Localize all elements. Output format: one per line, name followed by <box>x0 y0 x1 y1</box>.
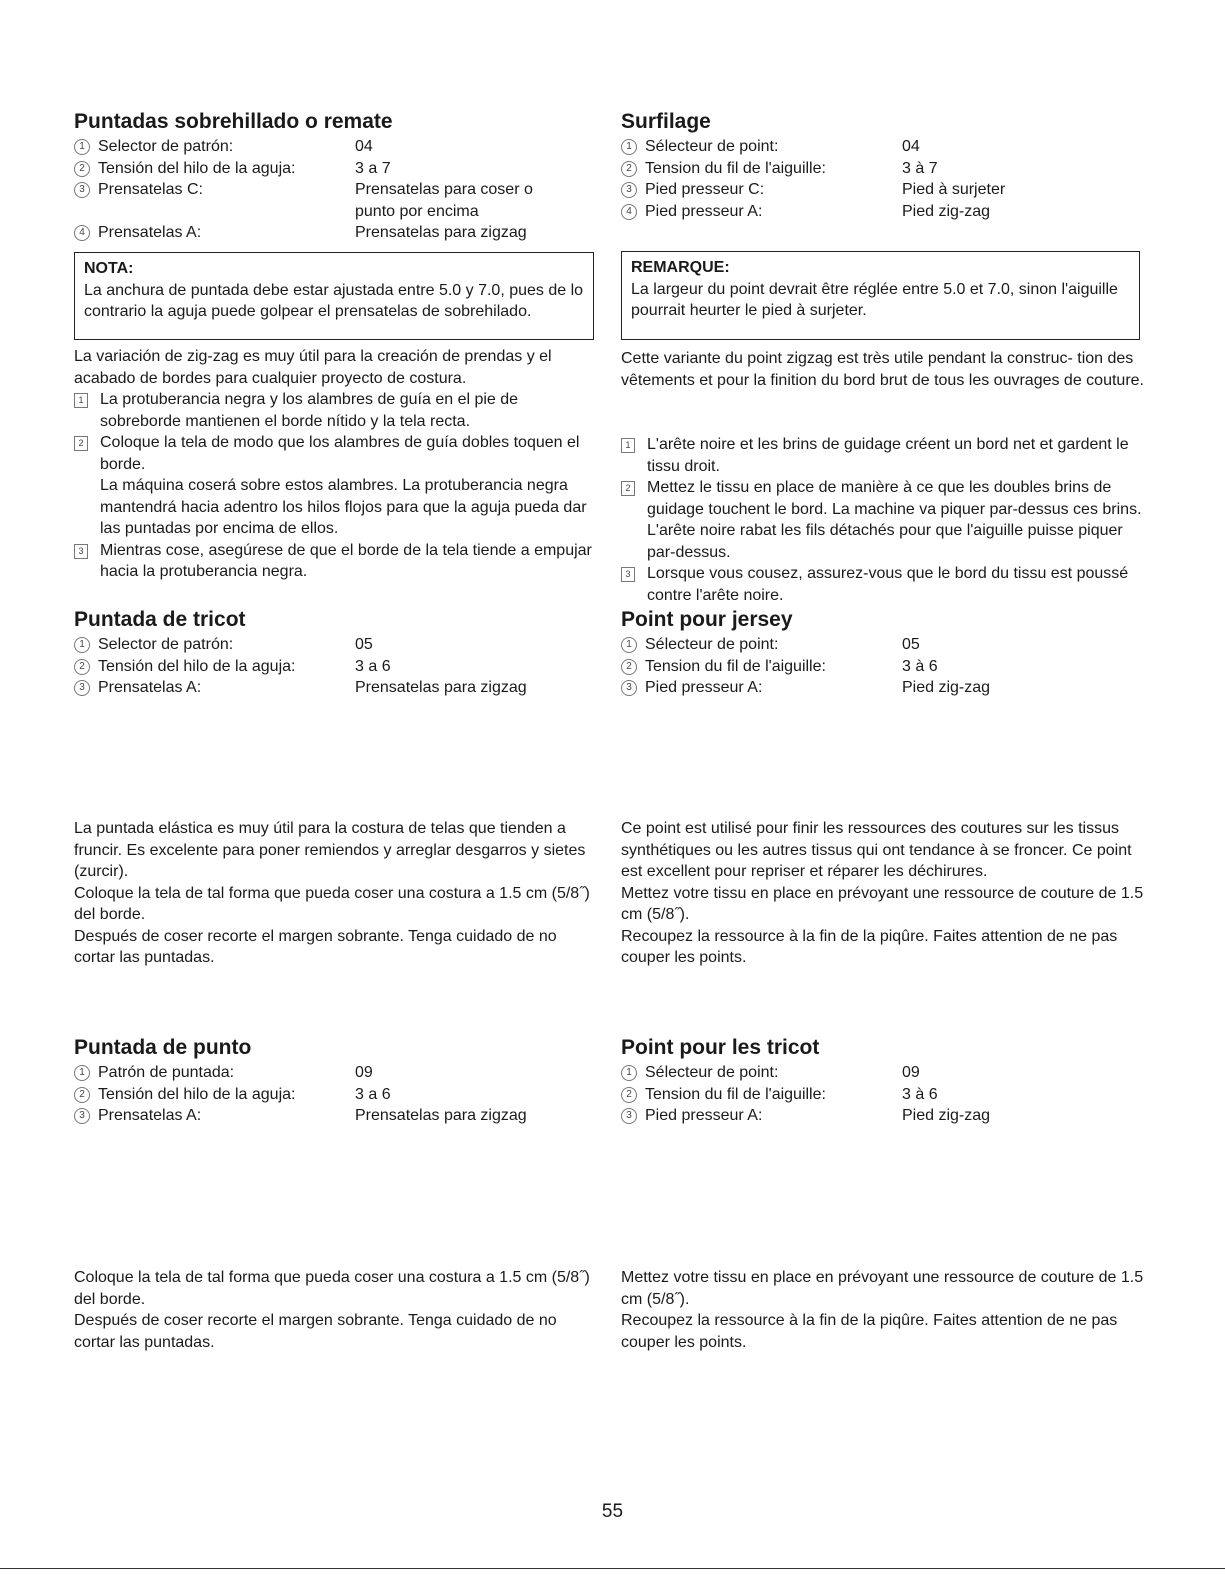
step-text: L'arête noire et les brins de guidage créent un bord net et gardent le tissu droit. <box>647 436 1129 475</box>
step-text: Coloque la tela de modo que los alambres de guía dobles toquen el borde. <box>100 434 580 473</box>
setting-value: 3 a 6 <box>355 657 391 675</box>
setting-label: Tension du fil de l'aiguille: <box>645 657 826 675</box>
circled-number-icon: 2 <box>74 161 90 177</box>
knit-fr-section <box>621 1034 1146 1127</box>
circled-number-icon: 1 <box>621 139 637 155</box>
setting-row <box>621 1084 1146 1106</box>
step-item <box>74 432 594 540</box>
setting-row <box>621 677 1146 699</box>
step-item <box>621 477 1146 563</box>
step-number-icon: 2 <box>621 481 635 496</box>
setting-label: Prensatelas C: <box>98 181 203 198</box>
setting-row <box>621 136 1146 158</box>
setting-label: Prensatelas A: <box>98 679 202 696</box>
step-item <box>74 389 594 432</box>
setting-row <box>621 656 1146 678</box>
setting-value: Prensatelas para coser o punto por encima <box>355 181 533 220</box>
note-title: REMARQUE: <box>631 259 730 276</box>
bottom-rule <box>0 1568 1225 1569</box>
settings-list <box>621 634 1146 699</box>
tricot-fr-section <box>621 606 1146 699</box>
step-number-icon: 1 <box>621 438 635 453</box>
overlock-fr-steps <box>621 434 1146 606</box>
setting-value: Prensatelas para zigzag <box>355 679 527 696</box>
circled-number-icon: 2 <box>621 1087 637 1103</box>
section-title: Point pour les tricot <box>621 1036 820 1059</box>
circled-number-icon: 3 <box>621 680 637 696</box>
setting-row <box>74 677 594 699</box>
setting-row <box>621 1105 1146 1127</box>
setting-row <box>621 179 1146 201</box>
settings-list <box>621 136 1146 222</box>
setting-label: Pied presseur A: <box>645 1107 763 1124</box>
setting-value: 3 à 6 <box>902 657 938 675</box>
body-paragraph: La puntada elástica es muy útil para la costura de telas que tienden a fruncir. Es excelente para poner remiendos y arreglar desgarros y sietes (zurcir). <box>74 820 586 880</box>
circled-number-icon: 2 <box>621 161 637 177</box>
steps-list <box>621 434 1146 606</box>
body-paragraph: Coloque la tela de tal forma que pueda coser una costura a 1.5 cm (5/8˝) del borde. <box>74 1269 590 1308</box>
setting-value: 05 <box>902 636 920 653</box>
step-number-icon: 2 <box>74 436 88 451</box>
setting-label: Sélecteur de point: <box>645 1064 779 1081</box>
setting-value: 09 <box>355 1064 373 1081</box>
body-paragraph: Ce point est utilisé pour finir les ressources des coutures sur les tissus synthétiques ou les autres tissus qui ont tendance à se froncer. Ce point est excellent pour repriser et réparer les déchirures. <box>621 820 1132 880</box>
step-text: Lorsque vous cousez, assurez-vous que le bord du tissu est poussé contre l'arête noire. <box>647 565 1129 604</box>
note-box-fr <box>621 251 1140 340</box>
setting-value: Pied à surjeter <box>902 181 1006 198</box>
setting-row <box>74 158 594 180</box>
setting-value: 3 à 7 <box>902 159 938 177</box>
body-paragraph: Coloque la tela de tal forma que pueda coser una costura a 1.5 cm (5/8˝) del borde. <box>74 884 590 923</box>
setting-label: Tensión del hilo de la aguja: <box>98 657 296 675</box>
settings-list <box>621 1062 1146 1127</box>
setting-label: Tensión del hilo de la aguja: <box>98 1085 296 1103</box>
circled-number-icon: 1 <box>74 139 90 155</box>
circled-number-icon: 3 <box>74 182 90 198</box>
step-text: La protuberancia negra y los alambres de guía en el pie de sobreborde mantienen el borde nítido y la tela recta. <box>100 391 519 430</box>
note-text: La largeur du point devrait être réglée entre 5.0 et 7.0, sinon l'aiguille pourrait heurter le pied à surjeter. <box>631 280 1118 319</box>
step-number-icon: 1 <box>74 393 88 408</box>
circled-number-icon: 2 <box>74 1087 90 1103</box>
settings-list <box>74 634 594 699</box>
setting-label: Sélecteur de point: <box>645 636 779 653</box>
setting-row <box>621 634 1146 656</box>
setting-label: Selector de patrón: <box>98 636 234 653</box>
step-item <box>621 563 1146 606</box>
step-text: Mientras cose, asegúrese de que el borde de la tela tiende a empujar hacia la protuberancia negra. <box>100 541 592 580</box>
setting-value: 04 <box>902 138 920 155</box>
setting-value: 3 a 7 <box>355 159 391 177</box>
intro-text: La variación de zig-zag es muy útil para la creación de prendas y el acabado de bordes para cualquier proyecto de costura. <box>74 348 552 387</box>
body-paragraph: Después de coser recorte el margen sobrante. Tenga cuidado de no cortar las puntadas. <box>74 927 557 966</box>
note-title: NOTA: <box>84 260 134 277</box>
setting-row <box>74 634 594 656</box>
setting-value: Pied zig-zag <box>902 202 991 220</box>
overlock-fr-body <box>621 348 1146 391</box>
setting-row <box>74 1084 594 1106</box>
circled-number-icon: 2 <box>621 659 637 675</box>
setting-row <box>74 136 594 158</box>
body-paragraph: Mettez votre tissu en place en prévoyant une ressource de couture de 1.5 cm (5/8˝). <box>621 884 1144 923</box>
setting-label: Pied presseur A: <box>645 679 763 696</box>
setting-label: Prensatelas A: <box>98 1107 202 1124</box>
intro-text: Cette variante du point zigzag est très utile pendant la construc- tion des vêtements et pour la finition du bord brut de tous les ouvrages de couture. <box>621 350 1144 389</box>
overlock-es-body <box>74 346 594 583</box>
step-extra-text: La máquina coserá sobre estos alambres. La protuberancia negra mantendrá hacia adentro los hilos flojos para que la aguja pueda dar las puntadas por encima de ellos. <box>100 477 587 537</box>
circled-number-icon: 3 <box>74 1108 90 1124</box>
settings-list <box>74 1062 594 1127</box>
setting-row <box>74 1062 594 1084</box>
setting-value: 3 a 6 <box>355 1085 391 1103</box>
note-box-es <box>74 252 594 340</box>
setting-row <box>621 158 1146 180</box>
setting-label: Selector de patrón: <box>98 138 234 155</box>
setting-row <box>74 179 594 222</box>
setting-label: Tension du fil de l'aiguille: <box>645 159 826 177</box>
settings-list <box>74 136 594 244</box>
setting-label: Pied presseur A: <box>645 202 763 220</box>
tricot-fr-body <box>621 818 1146 969</box>
step-item <box>74 540 594 583</box>
setting-value: 3 à 6 <box>902 1085 938 1103</box>
steps-list <box>74 389 594 583</box>
circled-number-icon: 4 <box>621 204 637 220</box>
setting-value: Prensatelas para zigzag <box>355 224 527 241</box>
circled-number-icon: 1 <box>621 637 637 653</box>
tricot-es-body <box>74 818 594 969</box>
step-number-icon: 3 <box>621 567 635 582</box>
setting-label: Prensatelas A: <box>98 224 202 241</box>
circled-number-icon: 2 <box>74 659 90 675</box>
circled-number-icon: 3 <box>74 680 90 696</box>
circled-number-icon: 3 <box>621 182 637 198</box>
setting-label: Tension du fil de l'aiguille: <box>645 1085 826 1103</box>
tricot-es-section <box>74 606 594 699</box>
section-title: Puntada de punto <box>74 1036 252 1059</box>
body-paragraph: Recoupez la ressource à la fin de la piqûre. Faites attention de ne pas couper les points. <box>621 1312 1118 1351</box>
knit-es-body <box>74 1267 594 1353</box>
setting-row <box>621 1062 1146 1084</box>
setting-value: 04 <box>355 138 373 155</box>
setting-row <box>74 1105 594 1127</box>
body-paragraph: Después de coser recorte el margen sobrante. Tenga cuidado de no cortar las puntadas. <box>74 1312 557 1351</box>
setting-value: Prensatelas para zigzag <box>355 1107 527 1124</box>
setting-row <box>621 201 1146 223</box>
circled-number-icon: 4 <box>74 225 90 241</box>
note-text: La anchura de puntada debe estar ajustada entre 5.0 y 7.0, pues de lo contrario la aguja puede golpear el prensatelas de sobrehilado. <box>84 281 584 320</box>
setting-label: Pied presseur C: <box>645 181 765 198</box>
circled-number-icon: 3 <box>621 1108 637 1124</box>
knit-es-section <box>74 1034 594 1127</box>
overlock-fr-section <box>621 108 1146 222</box>
setting-value: 05 <box>355 636 373 653</box>
body-paragraph: Mettez votre tissu en place en prévoyant une ressource de couture de 1.5 cm (5/8˝). <box>621 1269 1144 1308</box>
step-item <box>621 434 1146 477</box>
circled-number-icon: 1 <box>621 1065 637 1081</box>
section-title: Puntadas sobrehillado o remate <box>74 110 393 133</box>
setting-label: Sélecteur de point: <box>645 138 779 155</box>
circled-number-icon: 1 <box>74 1065 90 1081</box>
step-number-icon: 3 <box>74 544 88 559</box>
setting-value: Pied zig-zag <box>902 1107 991 1124</box>
knit-fr-body <box>621 1267 1146 1353</box>
overlock-es-section <box>74 108 594 244</box>
step-text: Mettez le tissu en place de manière à ce que les doubles brins de guidage touchent le bord. La machine va piquer par-dessus ces brins. L'arête noire rabat les fils détachés pour que l'aiguille puisse piquer par-dessus. <box>647 479 1142 561</box>
setting-value: 09 <box>902 1064 920 1081</box>
section-title: Point pour jersey <box>621 608 793 631</box>
setting-label: Tensión del hilo de la aguja: <box>98 159 296 177</box>
setting-row <box>74 222 594 244</box>
setting-row <box>74 656 594 678</box>
circled-number-icon: 1 <box>74 637 90 653</box>
section-title: Puntada de tricot <box>74 608 246 631</box>
page-number: 55 <box>601 1501 624 1522</box>
setting-label: Patrón de puntada: <box>98 1064 235 1081</box>
setting-value: Pied zig-zag <box>902 679 991 696</box>
body-paragraph: Recoupez la ressource à la fin de la piqûre. Faites attention de ne pas couper les points. <box>621 927 1118 966</box>
section-title: Surfilage <box>621 110 711 133</box>
